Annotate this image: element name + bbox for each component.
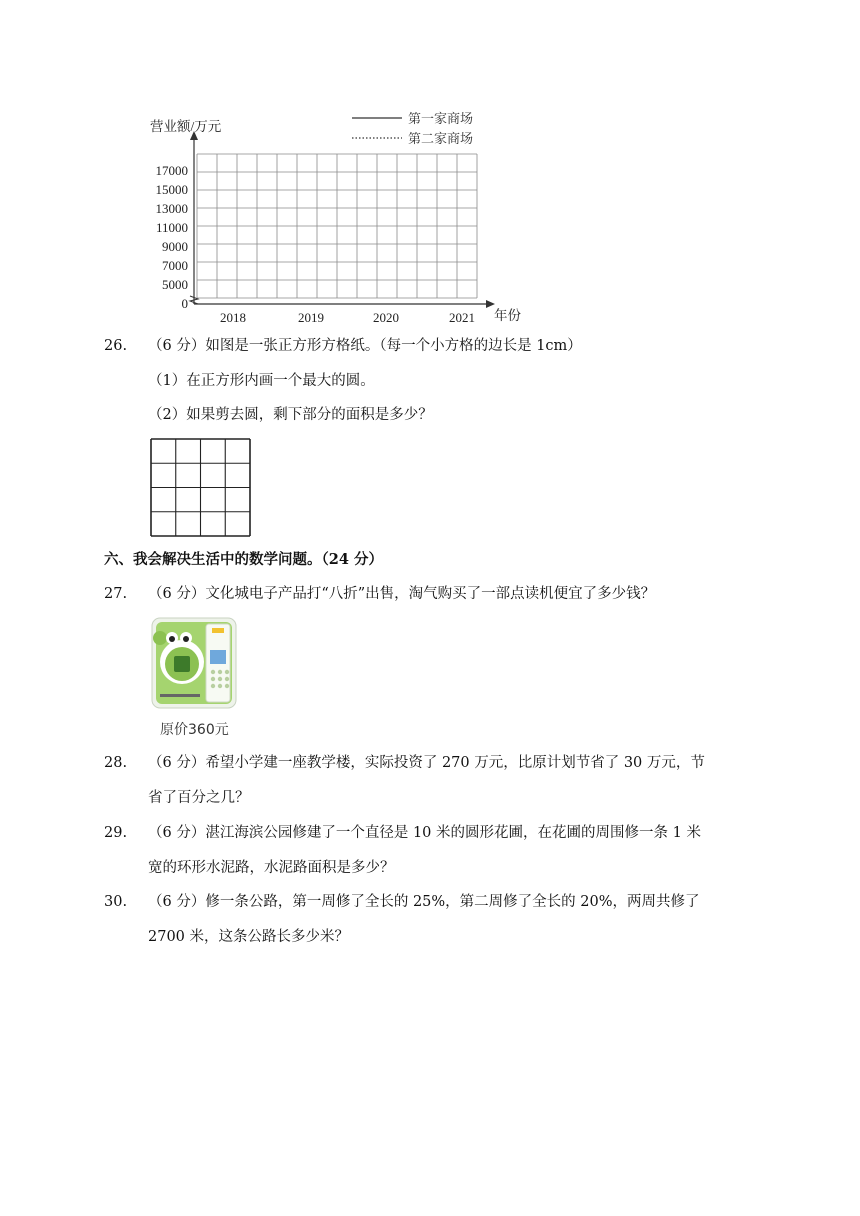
chart-axes (190, 131, 495, 308)
question-26-sub2: （2）如果剪去圆，剩下部分的面积是多少？ (148, 407, 433, 423)
x-tick-label: 2018 (220, 310, 246, 325)
question-number: 29. (104, 825, 128, 841)
x-tick-label: 2019 (298, 310, 324, 325)
question-number: 30. (104, 894, 128, 910)
chart-legend (352, 111, 473, 146)
question-number: 27. (104, 586, 128, 602)
question-number: 28. (104, 755, 128, 771)
y-tick-label: 17000 (155, 163, 188, 178)
x-axis-label: 年份 (494, 308, 521, 323)
question-text-line1: （6 分）湛江海滨公园修建了一个直径是 10 米的圆形花圃，在花圃的周围修一条 1 米 (148, 825, 701, 841)
question-number: 26. (104, 338, 128, 354)
question-28-line2: 省了百分之几？ (148, 790, 250, 806)
y-axis-label: 营业额/万元 (150, 119, 222, 134)
question-26 (104, 336, 582, 356)
question-text: （6 分）如图是一张正方形方格纸。（每一个小方格的边长是 1cm） (148, 338, 582, 354)
y-tick-label: 0 (181, 296, 188, 311)
question-text-line1: （6 分）修一条公路，第一周修了全长的 25%，第二周修了全长的 20%，两周共修了 (148, 894, 700, 910)
question-text-line1: （6 分）希望小学建一座教学楼，实际投资了 270 万元，比原计划节省了 30 万元，节 (148, 755, 705, 771)
reading-pen-device-illustration (150, 614, 240, 712)
x-axis-arrow (486, 300, 495, 308)
x-tick-label: 2020 (373, 310, 399, 325)
y-tick-label: 15000 (155, 182, 188, 197)
x-tick-label: 2021 (449, 310, 475, 325)
y-tick-label: 13000 (155, 201, 188, 216)
x-tick-labels (220, 310, 475, 325)
sales-line-chart (140, 104, 530, 328)
question-29 (104, 823, 701, 843)
chart-grid (197, 154, 477, 298)
original-price-caption: 原价360元 (160, 722, 229, 738)
legend-entry-first: 第一家商场 (408, 111, 474, 126)
square-grid-paper (150, 438, 252, 538)
y-tick-labels (156, 163, 189, 311)
question-text: （6 分）文化城电子产品打“八折”出售，淘气购买了一部点读机便宜了多少钱？ (148, 586, 656, 602)
question-30 (104, 892, 700, 912)
y-tick-label: 5000 (162, 277, 188, 292)
question-30-line2: 2700 米，这条公路长多少米？ (148, 929, 350, 945)
y-tick-label: 11000 (155, 220, 188, 235)
question-26-sub1: （1）在正方形内画一个最大的圆。 (148, 373, 375, 389)
question-28 (104, 753, 705, 773)
legend-entry-second: 第二家商场 (408, 131, 474, 146)
question-27 (104, 584, 655, 604)
y-tick-label: 9000 (162, 239, 188, 254)
y-tick-label: 7000 (162, 258, 188, 273)
question-29-line2: 宽的环形水泥路，水泥路面积是多少？ (148, 860, 395, 876)
section-6-heading: 六、我会解决生活中的数学问题。（24 分） (104, 551, 383, 568)
